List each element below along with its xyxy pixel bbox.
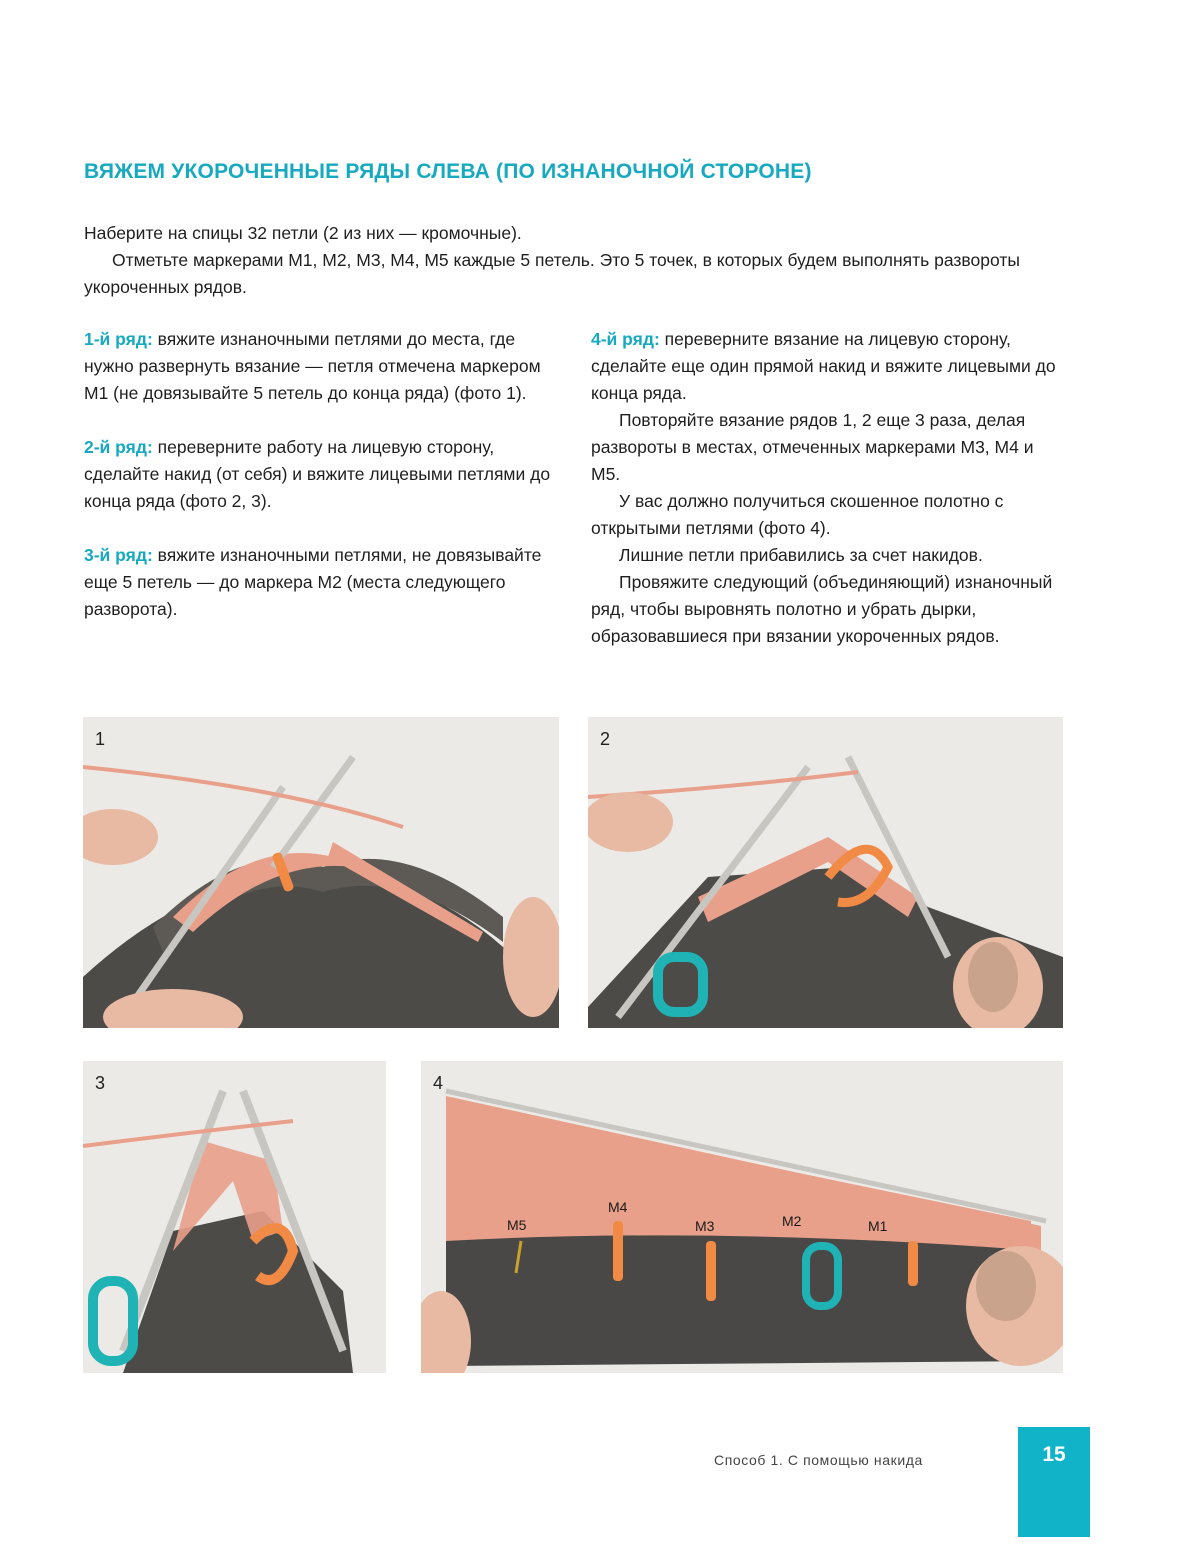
row-4-paragraph [591,326,1061,407]
intro-text [84,220,1064,301]
intro-line-2: Отметьте маркерами М1, М2, М3, М4, М5 каждые 5 петель. Это 5 точек, в которых будем выполнять развороты укороченных рядов. [84,250,1020,297]
photo-2-illustration [588,717,1063,1028]
photo-4 [421,1061,1063,1373]
row-1-text: вяжите изнаночными петлями до места, где нужно развернуть вязание — петля отмечена маркером М1 (не довязывайте 5 петель до конца ряда) (фото 1). [84,329,541,403]
row-3-label: 3-й ряд: [84,545,153,565]
photo-2-number: 2 [600,729,611,749]
row-1-label: 1-й ряд: [84,329,153,349]
row-1-paragraph [84,326,554,407]
photo-1-number: 1 [95,729,106,749]
extra-stitches-paragraph: Лишние петли прибавились за счет накидов. [619,545,983,565]
section-heading: ВЯЖЕМ УКОРОЧЕННЫЕ РЯДЫ СЛЕВА (ПО ИЗНАНОЧНОЙ СТОРОНЕ) [84,160,812,183]
row-2-text: переверните работу на лицевую сторону, сделайте накид (от себя) и вяжите лицевыми петлями до конца ряда (фото 2, 3). [84,437,551,511]
photo-3 [83,1061,386,1373]
repeat-paragraph: Повторяйте вязание рядов 1, 2 еще 3 раза, делая развороты в местах, отмеченных маркерами М3, М4 и М5. [591,410,1034,484]
marker-label-m4: М4 [608,1199,628,1215]
photo-3-illustration [83,1061,386,1373]
row-2-label: 2-й ряд: [84,437,153,457]
left-column [84,326,554,623]
marker-label-m3: М3 [695,1218,715,1234]
photo-4-number: 4 [433,1073,444,1093]
row-3-text: вяжите изнаночными петлями, не довязывайте еще 5 петель — до маркера М2 (места следующего разворота). [84,545,542,619]
row-4-text: переверните вязание на лицевую сторону, сделайте еще один прямой накид и вяжите лицевыми до конца ряда. [591,329,1056,403]
photo-1-illustration [83,717,559,1028]
row-2-paragraph [84,434,554,515]
row-3-paragraph [84,542,554,623]
marker-label-m1: М1 [868,1218,888,1234]
marker-label-m5: М5 [507,1217,527,1233]
intro-line-1: Наберите на спицы 32 петли (2 из них — кромочные). [84,223,522,243]
page-number: 15 [1042,1443,1066,1466]
row-4-label: 4-й ряд: [591,329,660,349]
chapter-footer: Способ 1. С помощью накида [714,1452,923,1468]
photo-3-number: 3 [95,1073,106,1093]
joining-row-paragraph: Провяжите следующий (объединяющий) изнаночный ряд, чтобы выровнять полотно и убрать дырки, образовавшиеся при вязании укороченных рядов. [591,572,1053,646]
right-column [591,326,1061,650]
result-paragraph: У вас должно получиться скошенное полотно с открытыми петлями (фото 4). [591,491,1004,538]
photo-1 [83,717,559,1028]
marker-label-m2: М2 [782,1213,802,1229]
photo-2 [588,717,1063,1028]
page-number-tab [1018,1427,1090,1537]
